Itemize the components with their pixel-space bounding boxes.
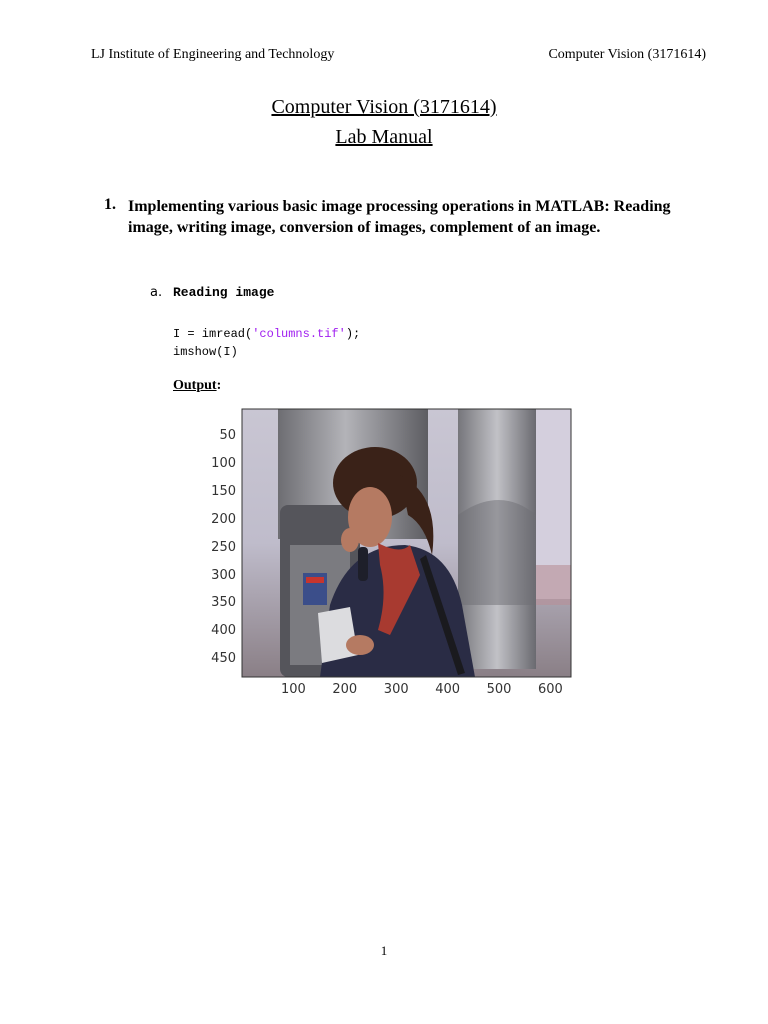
subsection-marker: a.	[150, 285, 163, 300]
header-course: Computer Vision (3171614)	[548, 47, 706, 62]
y-tick-label: 100	[211, 455, 236, 471]
code-text: I = imread(	[173, 327, 253, 341]
page-number: 1	[380, 943, 388, 958]
y-tick-label: 400	[211, 623, 236, 639]
output-heading	[173, 378, 221, 394]
y-tick-label: 50	[219, 427, 236, 443]
x-tick-label: 100	[280, 682, 306, 697]
header-institute: LJ Institute of Engineering and Technology	[91, 47, 335, 62]
y-tick-label: 350	[211, 595, 236, 611]
y-tick-label: 250	[211, 539, 236, 555]
matlab-figure	[200, 405, 580, 705]
y-tick-label: 200	[211, 511, 236, 527]
output-label: Output	[173, 378, 217, 393]
question-number: 1.	[104, 196, 116, 213]
document-subtitle: Lab Manual	[335, 126, 433, 148]
x-tick-label: 500	[486, 682, 512, 697]
y-tick-label: 450	[211, 651, 236, 667]
y-tick-label: 150	[211, 483, 236, 499]
x-tick-label: 300	[383, 682, 409, 697]
code-line-imshow: imshow(I)	[173, 345, 238, 359]
code-line-imread	[173, 327, 360, 341]
question-text: Implementing various basic image processing operations in MATLAB: Reading image, writing image, conversion of images, complement of an image.	[128, 198, 671, 236]
subsection-label: Reading image	[173, 285, 275, 300]
y-tick-label: 300	[211, 567, 236, 583]
document-title: Computer Vision (3171614)	[271, 96, 497, 118]
x-tick-label: 600	[538, 682, 563, 697]
code-string-literal: 'columns.tif'	[252, 327, 346, 341]
x-tick-label: 400	[435, 682, 461, 697]
figure-image	[200, 405, 580, 705]
code-text: );	[345, 327, 361, 341]
x-tick-label: 200	[332, 682, 358, 697]
output-colon: :	[216, 378, 222, 393]
